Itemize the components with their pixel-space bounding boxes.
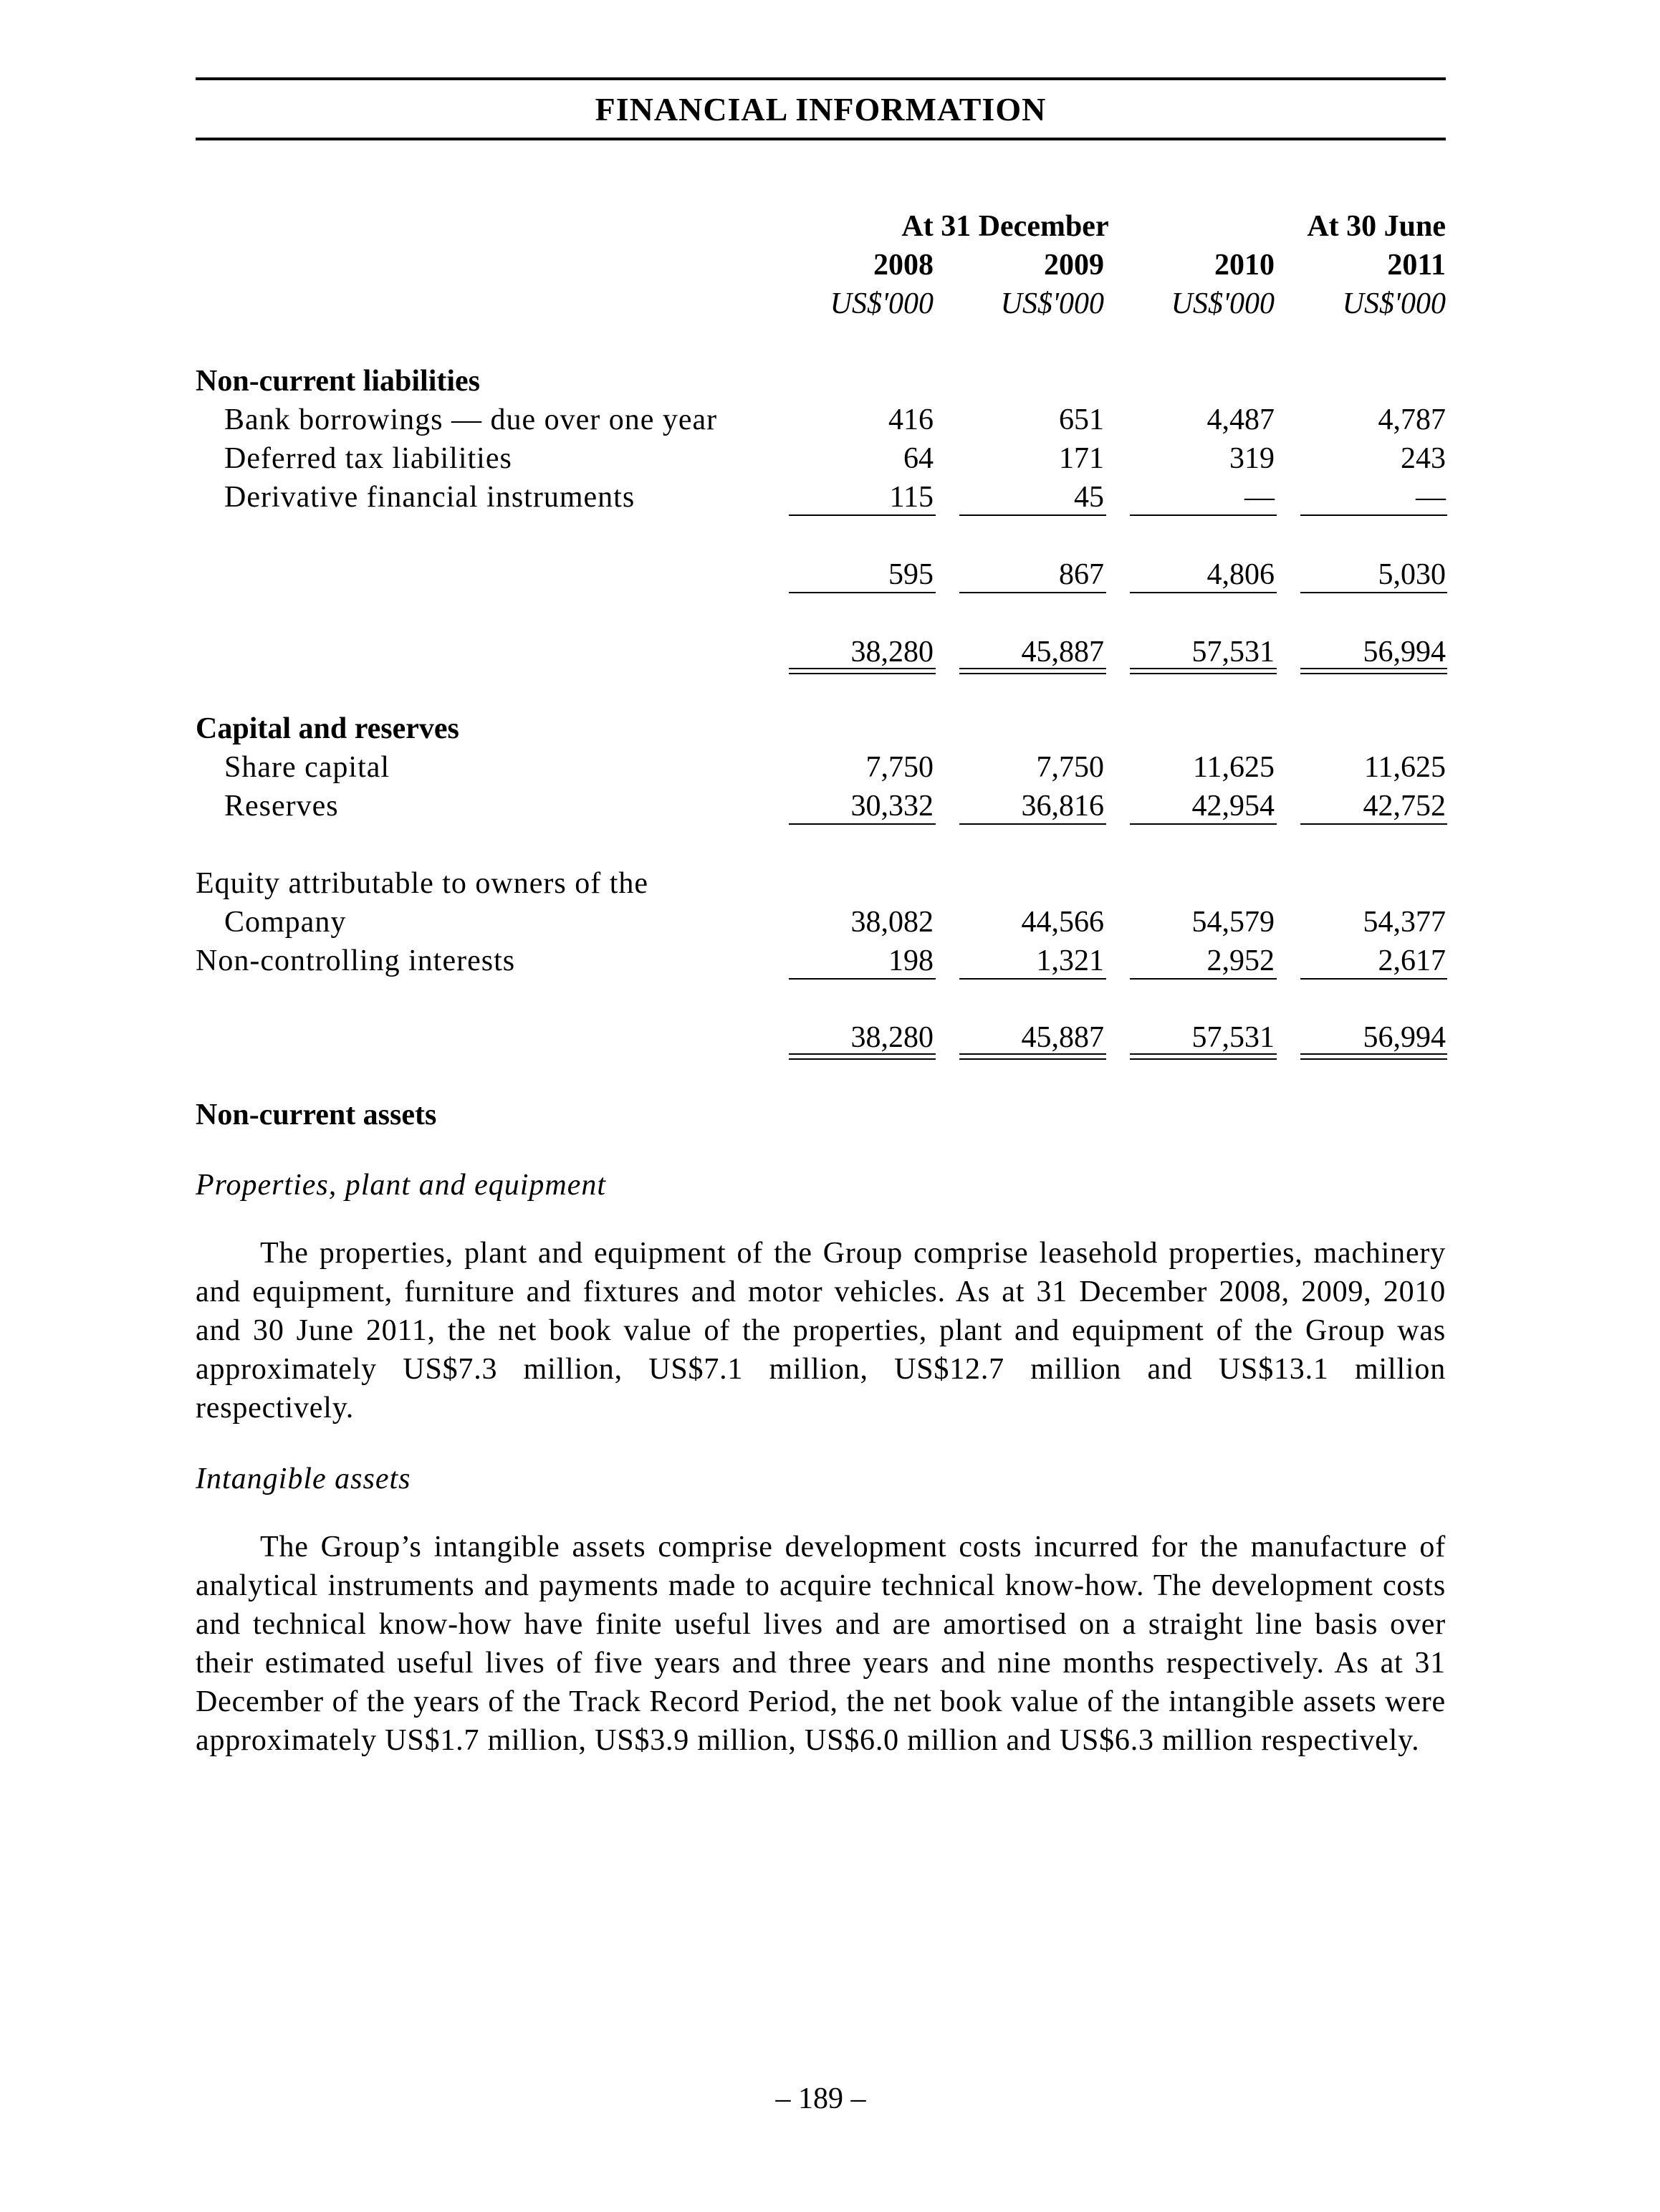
table-cell: — bbox=[1244, 481, 1275, 514]
subtotal-cell: 4,806 bbox=[1206, 558, 1275, 591]
table-cell: 30,332 bbox=[850, 790, 934, 823]
total-cell: 38,280 bbox=[850, 1021, 934, 1054]
year-header-2008: 2008 bbox=[873, 249, 934, 282]
table-cell: 2,617 bbox=[1378, 944, 1446, 977]
table-cell: 4,487 bbox=[1206, 403, 1275, 436]
table-cell: 198 bbox=[888, 944, 934, 977]
section-heading-capital-reserves: Capital and reserves bbox=[196, 712, 459, 745]
underline bbox=[1300, 978, 1447, 980]
table-cell: 11,625 bbox=[1193, 751, 1275, 784]
underline bbox=[789, 978, 936, 980]
table-cell: 2,952 bbox=[1206, 944, 1275, 977]
year-header-2009: 2009 bbox=[1044, 249, 1104, 282]
underline bbox=[959, 978, 1106, 980]
period-group-december: At 31 December bbox=[901, 210, 1109, 243]
table-cell: 64 bbox=[903, 442, 934, 475]
subtotal-cell: 5,030 bbox=[1378, 558, 1446, 591]
row-label-equity-line2: Company bbox=[224, 906, 347, 939]
underline bbox=[959, 514, 1106, 516]
section-heading-noncurrent-assets: Non-current assets bbox=[196, 1098, 437, 1131]
unit-header: US$'000 bbox=[1171, 287, 1275, 320]
double-underline bbox=[1130, 668, 1277, 674]
table-cell: 243 bbox=[1401, 442, 1446, 475]
table-cell: 651 bbox=[1059, 403, 1104, 436]
table-cell: 11,625 bbox=[1364, 751, 1446, 784]
document-page bbox=[196, 0, 1446, 2212]
double-underline bbox=[1300, 668, 1447, 674]
total-cell: 56,994 bbox=[1363, 636, 1446, 669]
underline bbox=[1300, 592, 1447, 593]
table-cell: 416 bbox=[888, 403, 934, 436]
total-cell: 38,280 bbox=[850, 636, 934, 669]
table-cell: — bbox=[1416, 481, 1446, 514]
table-cell: 45 bbox=[1074, 481, 1104, 514]
double-underline bbox=[1130, 1053, 1277, 1060]
underline bbox=[1130, 592, 1277, 593]
underline bbox=[789, 823, 936, 825]
row-label-noncontrolling-interests: Non-controlling interests bbox=[196, 944, 516, 977]
year-header-2010: 2010 bbox=[1214, 249, 1275, 282]
table-cell: 319 bbox=[1229, 442, 1275, 475]
header-top-rule bbox=[196, 77, 1446, 80]
double-underline bbox=[789, 1053, 936, 1060]
total-cell: 45,887 bbox=[1021, 636, 1104, 669]
page-title: FINANCIAL INFORMATION bbox=[595, 91, 1047, 128]
underline bbox=[789, 514, 936, 516]
table-cell: 44,566 bbox=[1021, 906, 1104, 939]
unit-header: US$'000 bbox=[1000, 287, 1104, 320]
table-cell: 54,377 bbox=[1363, 906, 1446, 939]
row-label-derivative-instruments: Derivative financial instruments bbox=[224, 481, 635, 514]
subheading-intangible-assets: Intangible assets bbox=[196, 1462, 411, 1495]
period-group-june: At 30 June bbox=[1307, 210, 1446, 243]
total-cell: 45,887 bbox=[1021, 1021, 1104, 1054]
table-cell: 4,787 bbox=[1378, 403, 1446, 436]
underline bbox=[959, 823, 1106, 825]
table-cell: 54,579 bbox=[1191, 906, 1275, 939]
unit-header: US$'000 bbox=[1342, 287, 1446, 320]
double-underline bbox=[959, 668, 1106, 674]
subtotal-cell: 867 bbox=[1059, 558, 1104, 591]
header-bottom-rule bbox=[196, 138, 1446, 140]
underline bbox=[789, 592, 936, 593]
subtotal-cell: 595 bbox=[888, 558, 934, 591]
row-label-bank-borrowings: Bank borrowings — due over one year bbox=[224, 403, 718, 436]
double-underline bbox=[1300, 1053, 1447, 1060]
row-label-share-capital: Share capital bbox=[224, 751, 390, 784]
paragraph-intangible-assets: The Group’s intangible assets comprise development costs incurred for the manufacture of analytical instruments and payments made to acquire technical know-how. The development costs and technical know-how have finite useful lives and are amortised on a straight line basis over their estimated useful lives of five years and three years and nine months respectively. As at 31 December of the years of the Track Record Period, the net book value of the intangible assets were approximately US$1.7 million, US$3.9 million, US$6.0 million and US$6.3 million respectively. bbox=[196, 1531, 1446, 1757]
table-cell: 7,750 bbox=[1036, 751, 1104, 784]
table-cell: 42,752 bbox=[1363, 790, 1446, 823]
unit-header: US$'000 bbox=[830, 287, 934, 320]
row-label-equity-line1: Equity attributable to owners of the bbox=[196, 867, 649, 900]
total-cell: 56,994 bbox=[1363, 1021, 1446, 1054]
row-label-reserves: Reserves bbox=[224, 790, 339, 823]
page-number: – 189 – bbox=[775, 2082, 866, 2115]
subheading-ppe: Properties, plant and equipment bbox=[196, 1169, 607, 1202]
double-underline bbox=[789, 668, 936, 674]
table-cell: 42,954 bbox=[1191, 790, 1275, 823]
table-cell: 36,816 bbox=[1021, 790, 1104, 823]
table-cell: 7,750 bbox=[865, 751, 934, 784]
underline bbox=[1300, 823, 1447, 825]
underline bbox=[1300, 514, 1447, 516]
double-underline bbox=[959, 1053, 1106, 1060]
table-cell: 1,321 bbox=[1036, 944, 1104, 977]
underline bbox=[1130, 823, 1277, 825]
underline bbox=[959, 592, 1106, 593]
underline bbox=[1130, 978, 1277, 980]
table-cell: 171 bbox=[1059, 442, 1104, 475]
total-cell: 57,531 bbox=[1191, 636, 1275, 669]
paragraph-ppe: The properties, plant and equipment of the Group comprise leasehold properties, machinery and equipment, furniture and fixtures and motor vehicles. As at 31 December 2008, 2009, 2010 and 30 June 2011, the net book value of the properties, plant and equipment of the Group was approximately US$7.3 million, US$7.1 million, US$12.7 million and US$13.1 million respectively. bbox=[196, 1237, 1446, 1425]
table-cell: 38,082 bbox=[850, 906, 934, 939]
underline bbox=[1130, 514, 1277, 516]
section-heading-noncurrent-liabilities: Non-current liabilities bbox=[196, 365, 481, 398]
total-cell: 57,531 bbox=[1191, 1021, 1275, 1054]
year-header-2011: 2011 bbox=[1387, 249, 1446, 282]
table-cell: 115 bbox=[889, 481, 934, 514]
row-label-deferred-tax: Deferred tax liabilities bbox=[224, 442, 512, 475]
